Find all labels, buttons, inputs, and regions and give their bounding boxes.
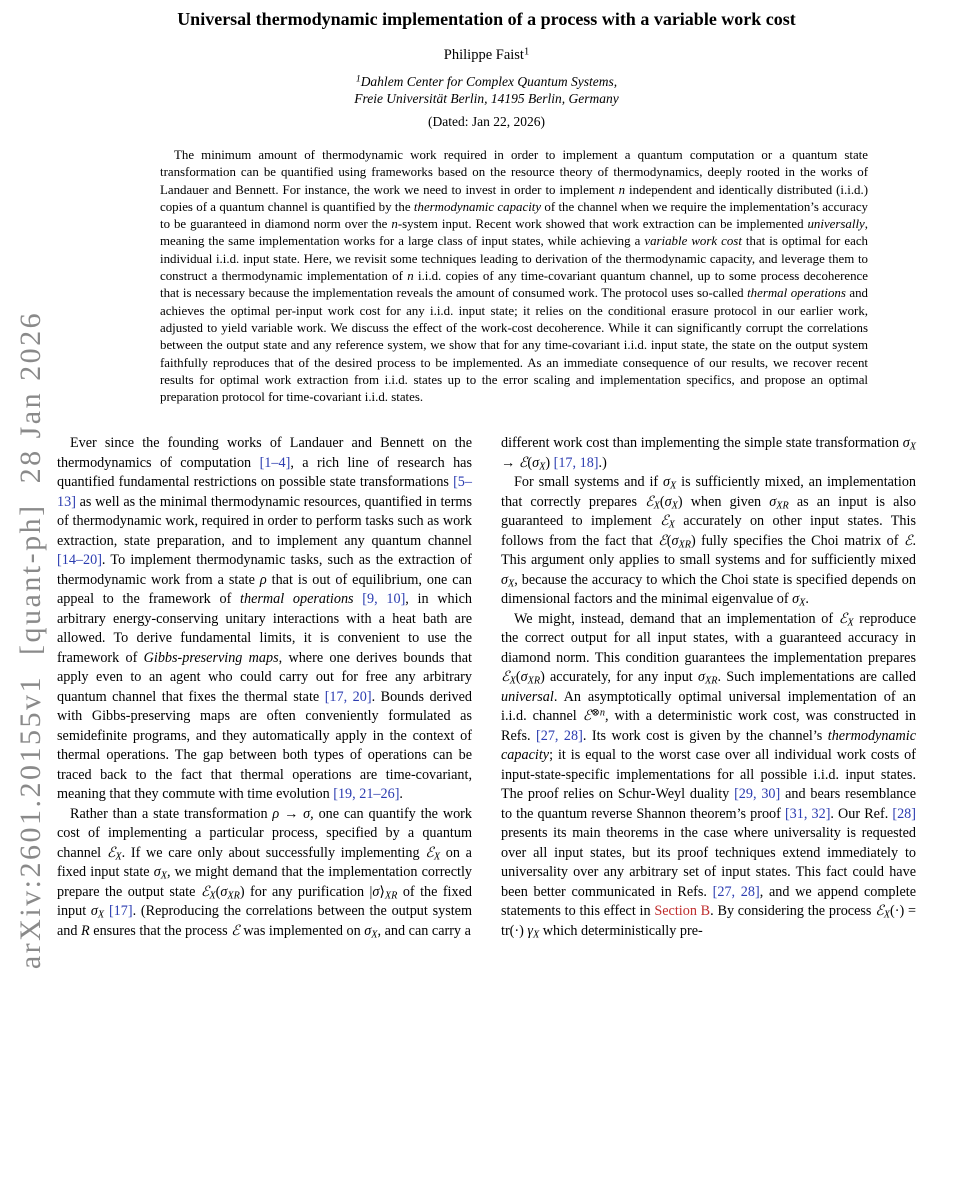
paragraph: We might, instead, demand that an implementation of ℰ$_X$ reproduce the correct output for all input states, with a guaranteed accuracy in diamond norm. This condition guarantees the implementation prepares $ℰ_X(\sigma_{XR})$ accurately, for any input $\sigma_{XR}$. Such implementations are called universal. An asymptotically optimal universal implementation of an i.i.d. channel ℰ$^{\otimes n}$, with a deterministic work cost, was constructed in Refs. [27, 28]. Its work cost is given by the channel’s thermodynamic capacity; it is equal to the worst case over all individual work costs of input-state-specific implementations for all possible i.i.d. input states. The proof relies on Schur-Weyl duality [29, 30] and bears resemblance to the quantum reverse Shannon theorem’s proof [31, 32]. Our Ref. [28] presents its main theorems in the case where universality is requested over all input states, but its proof techniques extend immediately to universality over any arbitrary set of input states. This fact could have been better communicated in Refs. [27, 28], and we append complete statements to this effect in Section B. By considering the process ℰ$_X$(·) = tr(·) $\gamma_X$ which deterministically pre- bbox=[501, 610, 917, 941]
right-column bbox=[501, 434, 916, 941]
author-line bbox=[57, 47, 916, 64]
citation-link[interactable]: [9, 10] bbox=[362, 591, 406, 608]
paper-title: Universal thermodynamic implementation of a process with a variable work cost bbox=[177, 9, 796, 29]
affiliation-marker: 1 bbox=[355, 73, 361, 85]
body-columns bbox=[57, 434, 916, 941]
citation-link[interactable]: [14–20] bbox=[57, 552, 102, 569]
citation-link[interactable]: [5–13] bbox=[57, 474, 472, 510]
affiliation-text-1: Dahlem Center for Complex Quantum Systems, bbox=[360, 74, 618, 89]
section-ref-link[interactable]: Section B bbox=[654, 903, 711, 920]
citation-link[interactable]: [17, 18] bbox=[553, 454, 599, 471]
paragraph: Ever since the founding works of Landauer and Bennett on the thermodynamics of computation [1–4], a rich line of research has quantified fundamental restrictions on possible state transformations [5–13] as well as the minimal thermodynamic resources, quantified in terms of thermodynamic work, required in order to perform tasks such as work extraction, state preparation, and to implement any quantum channel [14–20]. To implement thermodynamic tasks, such as the extraction of thermodynamic work from a state ρ that is out of equilibrium, one can appeal to the framework of thermal operations [9, 10], in which arbitrary energy-conserving unitary interactions with a heat bath are allowed. To derive fundamental limits, it is convenient to use the framework of Gibbs-preserving maps, where one derives bounds that apply even to an agent who could carry out for free any arbitrary quantum channel that fixes the thermal state [17, 20]. Bounds derived with Gibbs-preserving maps are often conveniently formulated as semidefinite programs, and they automatically apply in the context of thermal operations. The gap between both types of operations can be traced back to the fact that thermal operations are time-covariant, meaning that they commute with time evolution [19, 21–26]. bbox=[57, 435, 473, 803]
paragraph: different work cost than implementing the simple state transformation $\sigma_X$ → $ℰ(\sigma_X)$ [17, 18].) bbox=[501, 435, 916, 473]
citation-link[interactable]: [27, 28] bbox=[712, 883, 760, 900]
paper-header bbox=[57, 8, 916, 130]
affiliation-line-2: Freie Universität Berlin, 14195 Berlin, Germany bbox=[354, 91, 619, 106]
citation-link[interactable]: [27, 28] bbox=[536, 727, 583, 744]
citation-link[interactable]: [17, 20] bbox=[324, 688, 372, 705]
author-name: Philippe Faist bbox=[443, 47, 524, 63]
citation-link[interactable]: [31, 32] bbox=[784, 805, 831, 822]
citation-link[interactable]: [19, 21–26] bbox=[333, 786, 400, 803]
left-column bbox=[57, 434, 472, 941]
affiliation-line-1 bbox=[57, 73, 916, 90]
citation-link[interactable]: [29, 30] bbox=[734, 786, 781, 803]
arxiv-watermark: arXiv:2601.20155v1 [quant-ph] 28 Jan 2026 bbox=[14, 310, 47, 970]
abstract-text: The minimum amount of thermodynamic work required in order to implement a quantum computation or a quantum state transformation can be quantified using frameworks based on the resource theory of thermodynamics, deeply rooted in the works of Landauer and Bennett. For instance, the work we need to invest in order to implement n independent and identically distributed (i.i.d.) copies of a quantum channel is quantified by the thermodynamic capacity of the channel when we require the implementation’s accuracy to be guaranteed in diamond norm over the n-system input. Recent work showed that work extraction can be implemented universally, meaning the same implementation works for a large class of input states, while achieving a variable work cost that is optimal for each individual i.i.d. input state. Here, we revisit some techniques leading to derivation of the thermodynamic capacity, and leverage them to construct a thermodynamic implementation of n i.i.d. copies of any time-covariant quantum channel, up to some process decoherence that is necessary because the implementation reveals the amount of consumed work. The protocol uses so-called thermal operations and achieves the optimal per-input work cost for any i.i.d. input state; it relies on the conditional erasure protocol in our earlier work, adjusted to yield variable work. We discuss the effect of the work-cost decoherence. While it can significantly corrupt the correlations between the output state and any reference system, we show that for any time-covariant i.i.d. input state, the state on the output system faithfully reproduces that of the desired process to be implemented. As an immediate consequence of our results, we recover recent results for optimal work extraction from i.i.d. states up to the error scaling and implementation specifics, and propose an optimal preparation protocol for time-covariant i.i.d. states. bbox=[160, 148, 869, 405]
date-line: (Dated: Jan 22, 2026) bbox=[428, 114, 545, 129]
affiliation bbox=[57, 73, 916, 107]
citation-link[interactable]: [17] bbox=[108, 903, 133, 920]
abstract bbox=[160, 147, 868, 406]
citation-link[interactable]: [1–4] bbox=[259, 454, 291, 471]
author-affiliation-marker: 1 bbox=[523, 46, 530, 58]
paragraph: Rather than a state transformation ρ → σ, one can quantify the work cost of implementing a particular process, specified by a quantum channel ℰ$_X$. If we care only about successfully implementing ℰ$_X$ on a fixed input state $\sigma_X$, we might demand that the implementation correctly prepare the output state $ℰ_X(\sigma_{XR})$ for any purification $|\sigma⟩_{XR}$ of the fixed input $\sigma_X$ [17]. (Reproducing the correlations between the output system and R ensures that the process ℰ was implemented on $\sigma_X$, and can carry a bbox=[57, 805, 473, 941]
citation-link[interactable]: [28] bbox=[892, 805, 916, 822]
paragraph: For small systems and if $\sigma_X$ is sufficiently mixed, an implementation that correctly prepares $ℰ_X(\sigma_X)$ when given $\sigma_{XR}$ as an input is also guaranteed to implement ℰ$_X$ accurately on other input states. This follows from the fact that $ℰ(\sigma_{XR})$ fully specifies the Choi matrix of ℰ. This argument only applies to small systems and for sufficiently mixed $\sigma_X$, because the accuracy to which the Choi state is specified depends on dimensional factors and the minimal eigenvalue of $\sigma_X$. bbox=[501, 474, 917, 609]
